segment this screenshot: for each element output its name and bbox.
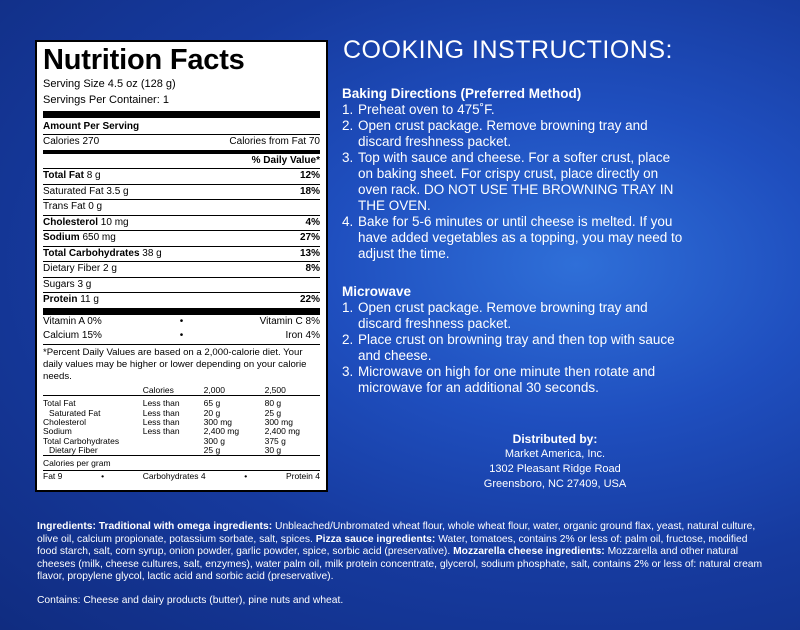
nutrient-pct: 12% <box>299 170 320 181</box>
nutrient-pct: 13% <box>299 247 320 259</box>
nutrient-row <box>43 247 320 263</box>
vitamin-c: Vitamin C 8% <box>259 315 320 327</box>
baking-directions <box>342 86 687 262</box>
dv-table-row: Cholesterol Less than 300 mg 300 mg <box>43 416 293 427</box>
instruction-step: 2. Open crust package. Remove browning tray and discard freshness packet. <box>342 118 648 149</box>
calories-per-gram: Calories per gram <box>43 456 320 471</box>
instruction-step: 3. Microwave on high for one minute then rotate and microwave for an additional 30 seconds. <box>342 364 656 395</box>
distributor-block <box>470 432 640 492</box>
instruction-step: 1. Open crust package. Remove browning tray and discard freshness packet. <box>342 300 648 331</box>
nutrient-row <box>43 216 320 232</box>
distributor-address2: Greensboro, NC 27409, USA <box>483 478 627 490</box>
vitamin-row <box>43 308 320 330</box>
calories-per-gram-row <box>43 471 320 483</box>
calcium: Calcium 15% <box>43 330 102 341</box>
nutrient-row <box>43 231 320 247</box>
daily-value-table <box>43 386 320 396</box>
nutrient-row <box>43 293 320 308</box>
dv-table-row: Total Carbohydrates 300 g 375 g <box>43 435 286 446</box>
nutrient-label: Total Carbohydrates 38 g <box>43 247 162 259</box>
nutrient-pct: 8% <box>305 263 320 274</box>
distributor-heading: Distributed by: <box>512 432 598 446</box>
ingredients-text <box>37 521 763 584</box>
nutrient-label: Dietary Fiber 2 g <box>43 263 117 274</box>
allergen-statement: Contains: Cheese and dairy products (butter), pine nuts and wheat. <box>37 595 344 606</box>
cooking-instructions-title: COOKING INSTRUCTIONS: <box>343 36 673 64</box>
nutrient-pct: 22% <box>299 294 320 305</box>
microwave-directions <box>342 284 687 396</box>
amount-per-serving: Amount Per Serving <box>43 118 320 136</box>
iron: Iron 4% <box>285 330 320 341</box>
ingredients-label-sauce: Pizza sauce ingredients: <box>315 533 436 545</box>
microwave-steps <box>342 300 687 396</box>
cpg-protein: Protein 4 <box>285 471 320 482</box>
serving-size: Serving Size 4.5 oz (128 g) <box>43 78 176 90</box>
dv-table-row: Sodium Less than 2,400 mg 2,400 mg <box>43 426 301 437</box>
mineral-row <box>43 329 320 345</box>
bullet: • <box>179 330 184 341</box>
nutrition-facts-title: Nutrition Facts <box>43 44 245 76</box>
dv-table-header: Calories 2,000 2,500 <box>142 384 286 395</box>
nutrient-row <box>43 262 320 278</box>
nutrient-pct: 4% <box>305 216 320 228</box>
bullet: • <box>244 471 248 482</box>
nutrient-label: Protein 11 g <box>43 294 99 305</box>
calories-from-fat: Calories from Fat 70 <box>229 136 320 147</box>
nutrient-pct: 18% <box>299 185 320 197</box>
nutrient-label: Cholesterol 10 mg <box>43 216 129 228</box>
nutrient-label: Trans Fat 0 g <box>43 201 103 212</box>
cpg-carb: Carbohydrates 4 <box>142 471 206 482</box>
bullet: • <box>179 315 184 327</box>
calories: Calories 270 <box>43 136 100 147</box>
baking-steps <box>342 102 687 262</box>
instruction-step: 4. Bake for 5-6 minutes or until cheese is melted. If you have added vegetables as a topping, you may need to adjust the time. <box>342 214 683 261</box>
nutrient-pct: 27% <box>299 232 320 243</box>
nutrient-row <box>43 185 320 201</box>
dv-table-row: Dietary Fiber 25 g 30 g <box>49 444 282 455</box>
servings-per-container: Servings Per Container: 1 <box>43 93 320 118</box>
nutrient-label: Sodium 650 mg <box>43 232 116 243</box>
nutrient-row <box>43 200 320 216</box>
bullet: • <box>101 471 105 482</box>
ingredients-label-cheese: Mozzarella cheese ingredients: <box>453 546 605 557</box>
vitamin-a: Vitamin A 0% <box>43 315 102 327</box>
instruction-step: 3. Top with sauce and cheese. For a softer crust, place on baking sheet. For crispy crust, place directly on oven rack. DO NOT USE THE BROWNING TRAY IN THE OVEN. <box>342 150 674 213</box>
microwave-heading: Microwave <box>342 284 412 299</box>
nutrient-label: Total Fat 8 g <box>43 170 101 181</box>
dv-table-body <box>43 399 320 456</box>
nutrient-rows <box>43 169 320 308</box>
distributor-address1: 1302 Pleasant Ridge Road <box>489 463 621 475</box>
daily-value-header: % Daily Value* <box>43 154 320 170</box>
instruction-step: 1. Preheat oven to 475˚F. <box>342 102 495 117</box>
dv-table-row: Saturated Fat Less than 20 g 25 g <box>49 407 282 418</box>
ingredients-crust: Unbleached/Unbromated wheat flour, whole wheat flour, water, organic ground flax, yeast, natural culture, olive oil, calcium propionate, potassium sorbate, salt, spices. <box>37 521 756 545</box>
ingredients-sauce: Water, tomatoes, contains 2% or less of: palm oil, fructose, modified food starch, salt, corn syrup, onion powder, garlic powder, spice, sorbic acid (preservative). <box>37 533 748 557</box>
nutrient-row <box>43 278 320 294</box>
nutrient-label: Saturated Fat 3.5 g <box>43 185 129 197</box>
nutrition-facts-label <box>35 40 328 492</box>
nutrient-label: Sugars 3 g <box>43 278 92 290</box>
daily-value-footnote: *Percent Daily Values are based on a 2,000-calorie diet. Your daily values may be higher or lower depending on your calorie needs. <box>43 346 307 383</box>
distributor-name: Market America, Inc. <box>504 448 606 460</box>
calories-row <box>43 135 320 154</box>
instruction-step: 2. Place crust on browning tray and then top with sauce and cheese. <box>342 332 675 363</box>
ingredients-label-crust: Ingredients: Traditional with omega ingredients: <box>37 521 273 532</box>
cpg-fat: Fat 9 <box>43 471 63 482</box>
baking-heading: Baking Directions (Preferred Method) <box>342 86 582 101</box>
dv-table-row: Total Fat Less than 65 g 80 g <box>43 398 282 409</box>
nutrient-row <box>43 169 320 185</box>
ingredients-cheese: Mozzarella and other natural cheeses (milk, cheese cultures, salt, enzymes), water palm oil, milk protein concentrate, glycerol, sodium phosphate, salt, contains 2% or less of: natural cream flavor, propylene glycol, lactic acid and sorbic acid (preservative). <box>37 546 763 582</box>
